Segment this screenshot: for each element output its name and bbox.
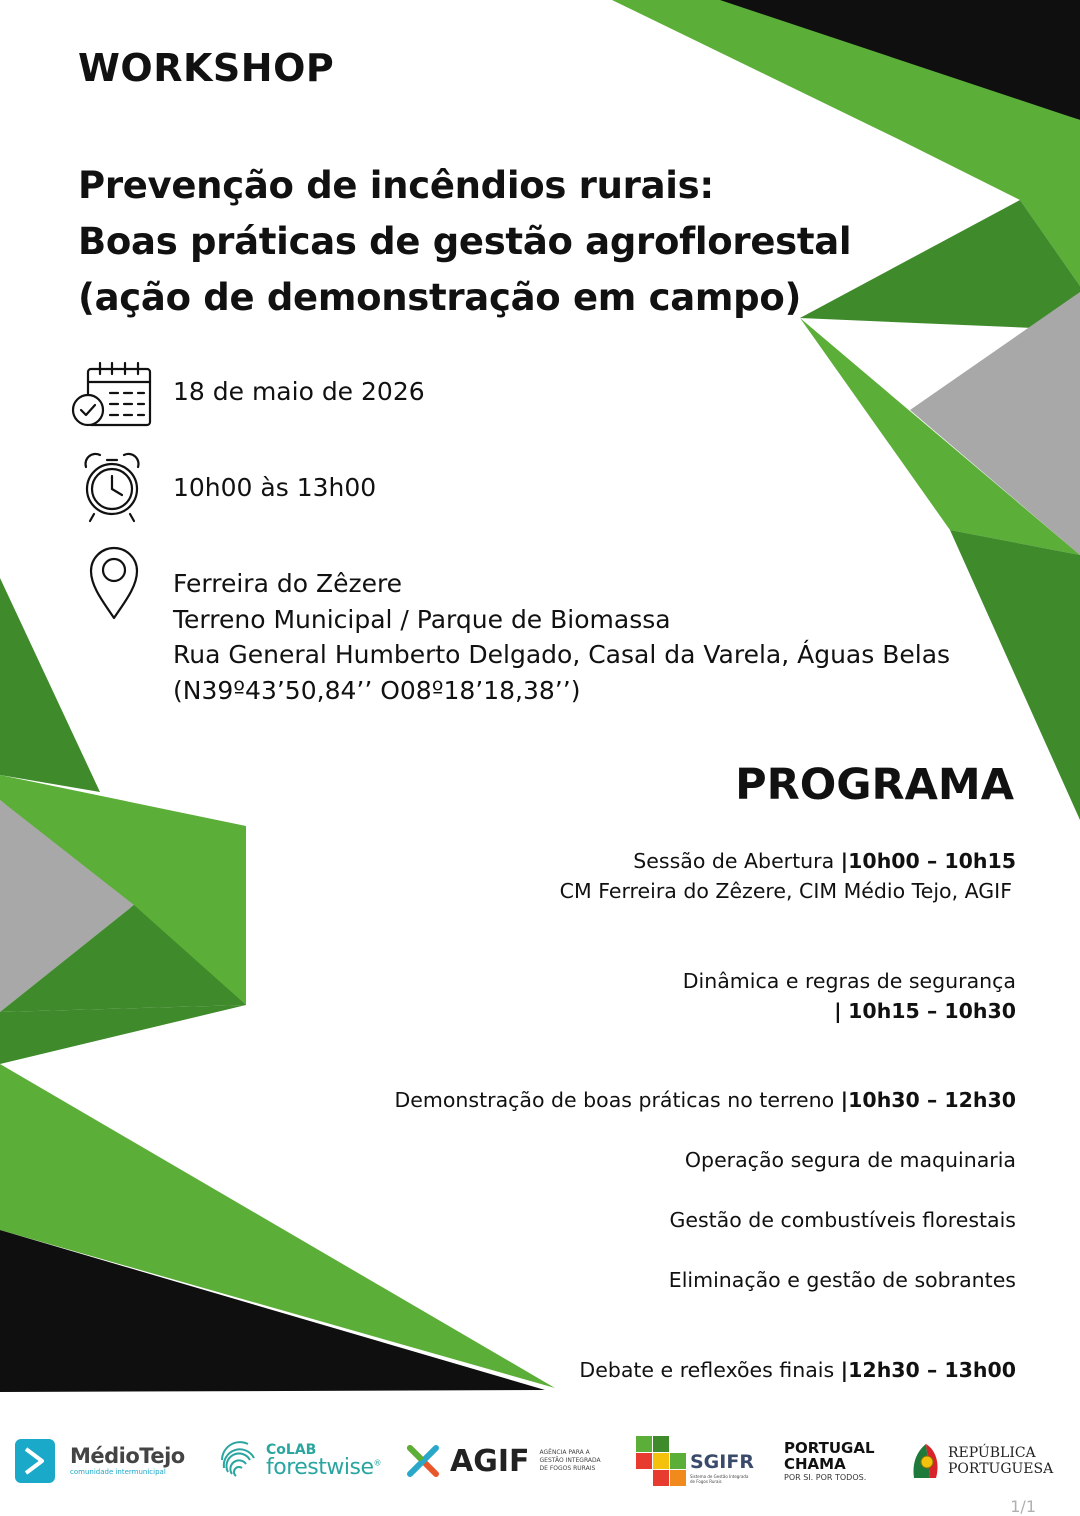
location-line: Ferreira do Zêzere — [173, 569, 403, 598]
page-title — [78, 158, 851, 326]
forestwise-mark: ® — [373, 1458, 381, 1468]
programa-heading: PROGRAMA — [735, 760, 1014, 810]
logo-portugal-chama — [784, 1418, 894, 1504]
location-line: Terreno Municipal / Parque de Biomassa — [173, 604, 671, 634]
item-time: 12h30 – 13h00 — [848, 1358, 1016, 1382]
separator: | — [840, 849, 849, 873]
logo-mediotejo — [14, 1418, 194, 1504]
partner-logos — [0, 1418, 1080, 1504]
agif-desc: DE FOGOS RURAIS — [539, 1465, 596, 1472]
logo-republica-portuguesa — [910, 1418, 1060, 1504]
item-label: Dinâmica e regras de segurança — [682, 969, 1016, 993]
item-time: 10h15 – 10h30 — [848, 999, 1016, 1023]
mediotejo-name: MédioTejo — [70, 1444, 185, 1468]
item-label: Sessão de Abertura — [633, 849, 835, 873]
agif-name: AGIF — [450, 1443, 530, 1479]
mediotejo-sub: comunidade intermunicipal — [70, 1468, 166, 1476]
logo-agif — [406, 1418, 616, 1504]
logo-sgifr — [636, 1418, 766, 1504]
portugal-chama-tagline: POR SI. POR TODOS. — [784, 1472, 867, 1482]
alarm-clock-icon — [80, 450, 144, 524]
programa-item-abertura — [560, 846, 1016, 906]
portugal-chama-line2: CHAMA — [784, 1454, 846, 1473]
item-label: Debate e reflexões finais — [579, 1358, 835, 1382]
forestwise-name: forestwise — [266, 1455, 374, 1480]
agif-x-icon — [406, 1444, 440, 1478]
location-line: Rua General Humberto Delgado, Casal da Varela, Águas Belas — [173, 640, 951, 669]
republica-line1: REPÚBLICA — [948, 1445, 1036, 1461]
separator: | — [840, 1358, 849, 1382]
separator: | — [840, 1088, 849, 1112]
sgifr-name: SGIFR — [690, 1450, 754, 1473]
programa-subitem: Operação segura de maquinaria — [684, 1148, 1016, 1172]
separator: | — [834, 999, 842, 1023]
item-time: 10h00 – 10h15 — [848, 849, 1016, 873]
forestwise-top: CoLAB — [266, 1442, 317, 1458]
logo-forestwise — [218, 1418, 388, 1504]
programa-item-demonstracao — [395, 1085, 1016, 1115]
calendar-check-icon — [70, 360, 156, 430]
mediotejo-mark-icon — [14, 1438, 56, 1484]
event-location — [173, 566, 950, 708]
event-date: 18 de maio de 2026 — [173, 377, 425, 406]
location-line: (N39º43’50,84’’ O08º18’18,38’’) — [173, 675, 581, 705]
programa-subitem: Gestão de combustíveis florestais — [669, 1208, 1016, 1232]
agif-desc: GESTÃO INTEGRADA — [539, 1457, 601, 1464]
shape-left-darkgreen — [0, 578, 100, 792]
republica-line2: PORTUGUESA — [948, 1461, 1054, 1477]
portugal-chama-line1: PORTUGAL — [784, 1438, 875, 1457]
programa-item-debate — [579, 1355, 1016, 1385]
sgifr-mosaic-icon — [636, 1436, 686, 1486]
shape-left-darkgreen-3 — [0, 1005, 246, 1064]
programa-item-seguranca — [683, 966, 1016, 1026]
map-pin-icon — [88, 545, 140, 621]
forestwise-fingerprint-icon — [218, 1438, 260, 1484]
portugal-flag-emblem-icon — [910, 1440, 940, 1482]
item-detail: CM Ferreira do Zêzere, CIM Médio Tejo, AGIF — [559, 879, 1012, 903]
agif-desc: AGÊNCIA PARA A — [539, 1449, 590, 1456]
title-line: Prevenção de incêndios rurais: — [78, 164, 714, 207]
sgifr-desc: Sistema de Gestão Integrada de Fogos Rurais — [690, 1473, 749, 1484]
event-time: 10h00 às 13h00 — [173, 473, 377, 502]
workshop-kicker: WORKSHOP — [78, 46, 335, 90]
programa-subitem: Eliminação e gestão de sobrantes — [668, 1268, 1016, 1292]
title-line: Boas práticas de gestão agroflorestal — [78, 220, 852, 263]
page-indicator: 1/1 — [1010, 1497, 1036, 1516]
title-line: (ação de demonstração em campo) — [78, 276, 802, 319]
item-time: 10h30 – 12h30 — [848, 1088, 1016, 1112]
item-label: Demonstração de boas práticas no terreno — [394, 1088, 835, 1112]
